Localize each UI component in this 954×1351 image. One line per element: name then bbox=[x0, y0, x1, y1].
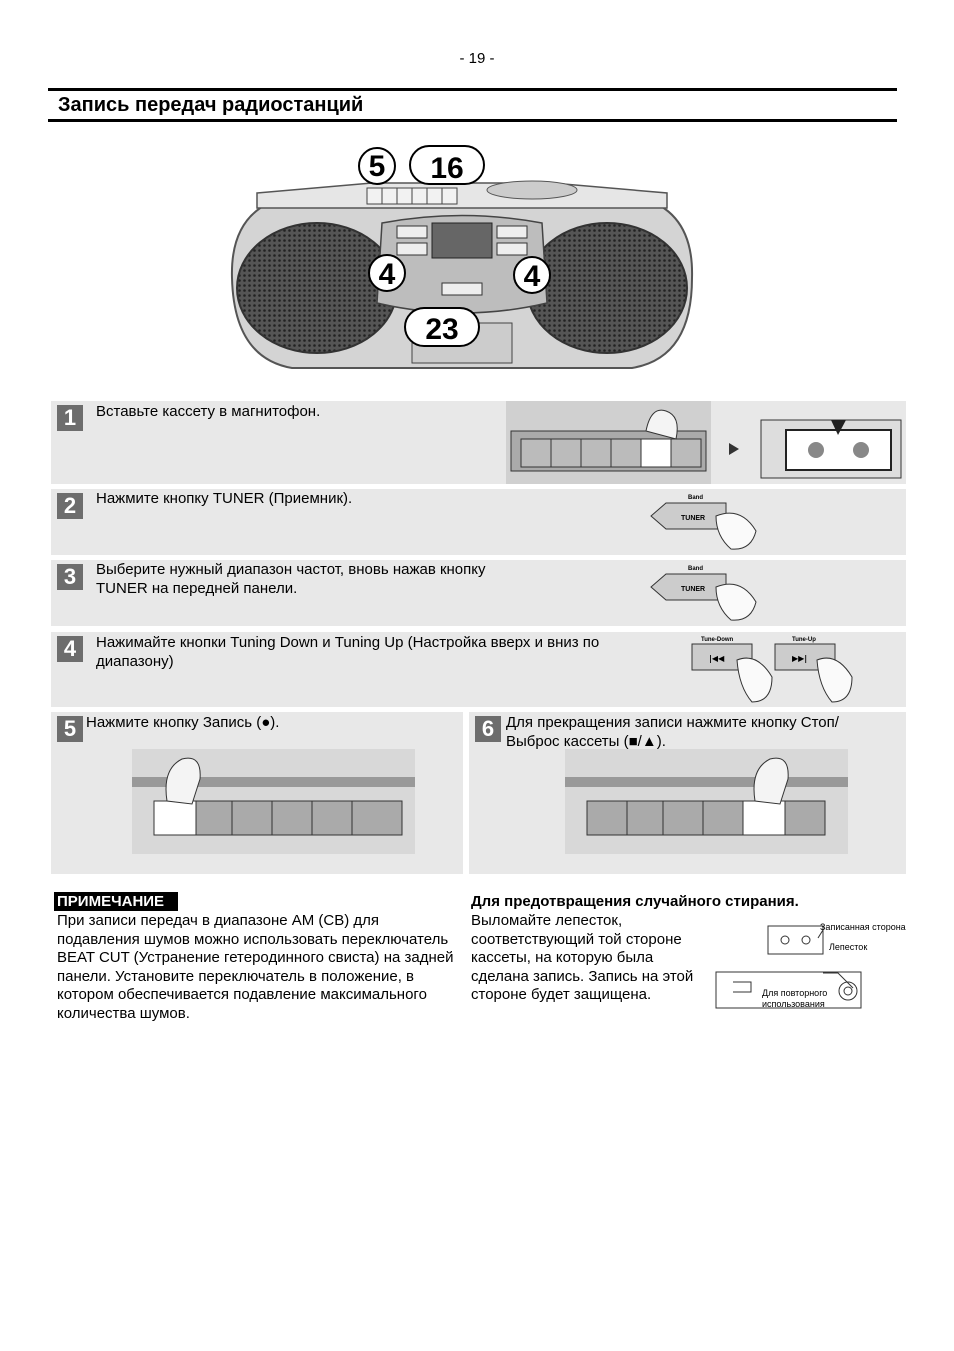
note-text: При записи передач в диапазоне AM (CB) для подавления шумов можно использовать переключатель BEAT CUT (Устранение гетеродинного свиста) на задней панели. Установите переключатель в положение, в котором обеспечивается подавление максимального количества шумов. bbox=[57, 912, 454, 1022]
callout-4-right: 4 bbox=[523, 260, 541, 293]
cassette-insert-image bbox=[756, 405, 906, 483]
callout-4-left: 4 bbox=[378, 258, 396, 291]
page-title: Запись передач радиостанций bbox=[58, 94, 364, 116]
section-title-bar bbox=[48, 88, 897, 122]
tuner-label: TUNER bbox=[681, 586, 706, 593]
step-text: Нажмите кнопку TUNER (Приемник). bbox=[96, 490, 353, 507]
band-label: Band bbox=[688, 566, 703, 572]
note-label: ПРИМЕЧАНИЕ bbox=[54, 892, 178, 911]
tune-down-label: Tune-Down bbox=[701, 637, 734, 643]
tuner-label: TUNER bbox=[681, 515, 706, 522]
band-label: Band bbox=[688, 495, 703, 501]
label-reuse-line2: использования bbox=[762, 999, 825, 1009]
step-6 bbox=[469, 712, 906, 874]
cassette-deck-buttons-image bbox=[506, 401, 711, 484]
tuning-buttons-image bbox=[687, 632, 859, 707]
callout-5: 5 bbox=[368, 150, 386, 183]
label-reuse-line1: Для повторного bbox=[762, 988, 828, 998]
step-number: 3 bbox=[57, 564, 83, 590]
label-recorded-side: Записанная сторона bbox=[820, 922, 906, 932]
step-text: Выберите нужный диапазон частот, вновь нажав кнопку TUNER на передней панели. bbox=[96, 561, 486, 597]
step-number: 4 bbox=[57, 636, 83, 662]
step-number: 2 bbox=[57, 493, 83, 519]
skip-back-icon: |◀◀ bbox=[709, 654, 725, 663]
prevention-title: Для предотвращения случайного стирания. bbox=[471, 893, 799, 910]
step-text: Нажмите кнопку Запись (●). bbox=[86, 714, 280, 731]
step-text: Нажимайте кнопки Tuning Down и Tuning Up (Настройка вверх и вниз по диапазону) bbox=[96, 634, 600, 670]
callout-1-6: 16 bbox=[430, 152, 464, 185]
callout-2-3: 23 bbox=[425, 313, 459, 346]
step-3 bbox=[51, 560, 906, 626]
step-1 bbox=[51, 401, 906, 484]
record-button-image bbox=[132, 749, 415, 854]
step-number: 1 bbox=[57, 405, 83, 431]
boombox-illustration bbox=[222, 138, 702, 383]
label-tab: Лепесток bbox=[829, 942, 868, 952]
step-2 bbox=[51, 489, 906, 555]
step-text: Для прекращения записи нажмите кнопку Стоп/ Выброс кассеты (■/▲). bbox=[506, 714, 839, 750]
prevention-text: Выломайте лепесток, соответствующий той стороне кассеты, на которую была сделана запись. Запись на этой стороне будет защищена. bbox=[471, 912, 694, 1003]
skip-forward-icon: ▶▶| bbox=[792, 654, 808, 663]
step-number: 6 bbox=[475, 716, 501, 742]
step-text: Вставьте кассету в магнитофон. bbox=[96, 403, 321, 420]
page-number: - 19 - bbox=[459, 50, 495, 67]
tuner-button-image bbox=[646, 562, 761, 624]
tuner-button-image bbox=[646, 491, 761, 553]
step-4 bbox=[51, 632, 906, 707]
arrow-icon bbox=[729, 443, 739, 455]
tune-up-label: Tune-Up bbox=[792, 637, 816, 643]
step-5 bbox=[51, 712, 463, 874]
stop-eject-button-image bbox=[565, 749, 848, 854]
step-number: 5 bbox=[57, 716, 83, 742]
